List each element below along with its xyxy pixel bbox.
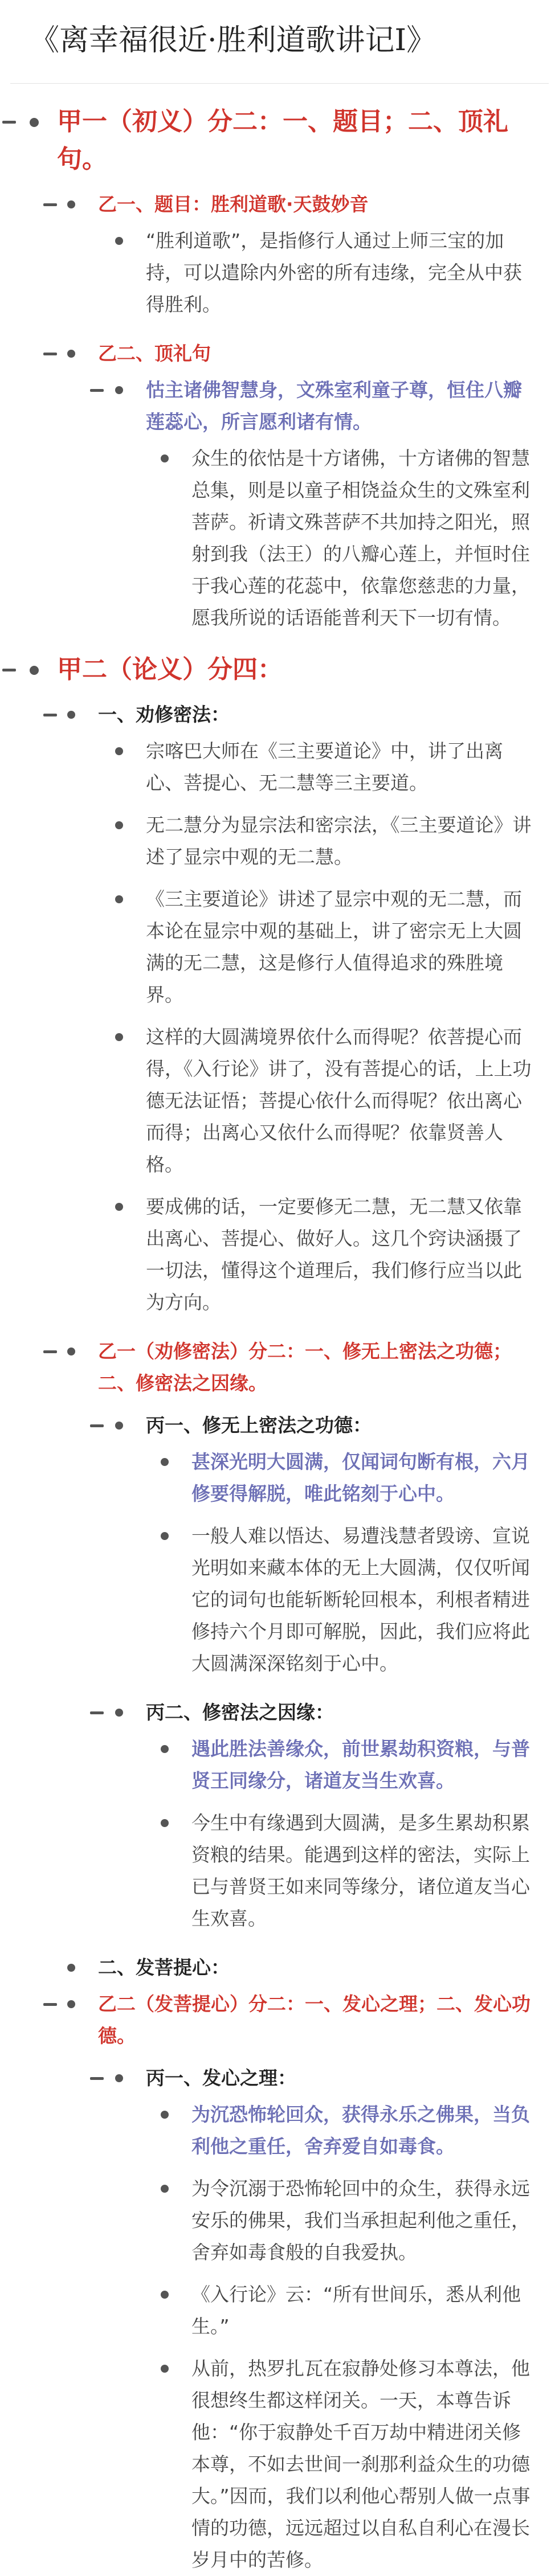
verse-item xyxy=(0,374,559,438)
node-bing2 xyxy=(0,1697,559,1729)
section-heading: 甲一（初义）分二：一、题目；二、顶礼句。 xyxy=(57,107,508,174)
bullet-icon[interactable] xyxy=(67,1348,75,1355)
bullet-icon[interactable] xyxy=(161,2111,169,2119)
node-yi2 xyxy=(0,338,559,370)
bullet-icon[interactable] xyxy=(161,2185,169,2193)
verse-text: 怙主诸佛智慧身，文殊室利童子尊，恒住八瓣莲蕊心，所言愿利诸有情。 xyxy=(146,379,522,433)
bullet-icon[interactable] xyxy=(67,350,75,358)
section-heading: 甲二（论义）分四： xyxy=(57,655,283,684)
list-item-text: “胜利道歌”，是指修行人通过上师三宝的加持，可以遣除内外密的所有违缘，完全从中获得胜利。 xyxy=(146,230,522,316)
list-item xyxy=(0,809,559,873)
page-title: 《离幸福很近·胜利道歌讲记Ⅰ》 xyxy=(30,23,436,58)
node-heading: 乙二（发菩提心）分二：一、发心之理；二、发心功德。 xyxy=(98,1993,531,2047)
bullet-icon[interactable] xyxy=(67,2000,75,2008)
bullet-icon[interactable] xyxy=(115,237,123,245)
bullet-icon[interactable] xyxy=(161,2291,169,2299)
bullet-icon[interactable] xyxy=(161,1458,169,1466)
bullet-icon[interactable] xyxy=(161,1532,169,1540)
node-heading: 乙二、顶礼句 xyxy=(98,342,211,365)
collapse-icon[interactable] xyxy=(43,203,57,206)
node-heading: 乙一（劝修密法）分二：一、修无上密法之功德；二、修密法之因缘。 xyxy=(98,1340,512,1394)
node-heading: 乙一、题目：胜利道歌·天鼓妙音 xyxy=(98,193,369,215)
bullet-icon[interactable] xyxy=(161,1819,169,1827)
node-yi-quanxiu xyxy=(0,1336,559,1399)
list-item xyxy=(0,2353,559,2576)
bullet-icon[interactable] xyxy=(115,1422,123,1430)
collapse-icon[interactable] xyxy=(43,2003,57,2006)
collapse-icon[interactable] xyxy=(43,353,57,355)
collapse-icon[interactable] xyxy=(43,714,57,716)
bullet-icon[interactable] xyxy=(115,1033,123,1041)
list-item xyxy=(0,1021,559,1181)
bullet-icon[interactable] xyxy=(30,118,39,127)
bullet-icon[interactable] xyxy=(161,1745,169,1753)
list-item-text: 要成佛的话，一定要修无二慧，无二慧又依靠出离心、菩提心、做好人。这几个窍诀涵摄了一切法，懂得这个道理后，我们修行应当以此为方向。 xyxy=(146,1195,522,1313)
bullet-icon[interactable] xyxy=(67,1964,75,1972)
list-item-text: 《入行论》云：“所有世间乐，悉从利他生。” xyxy=(191,2283,521,2337)
verse-item xyxy=(0,1446,559,1510)
collapse-icon[interactable] xyxy=(90,1711,104,1714)
collapse-icon[interactable] xyxy=(90,389,104,392)
list-item-text: 一般人难以悟达、易遭浅慧者毁谤、宣说光明如来藏本体的无上大圆满，仅仅听闻它的词句也能斩断轮回根本，利根者精进修持六个月即可解脱，因此，我们应将此大圆满深深铭刻于心中。 xyxy=(191,1525,530,1674)
bullet-icon[interactable] xyxy=(67,200,75,208)
node-heading: 丙一、发心之理： xyxy=(146,2067,296,2089)
bullet-icon[interactable] xyxy=(115,821,123,829)
bullet-icon[interactable] xyxy=(115,1203,123,1211)
verse-item xyxy=(0,2099,559,2163)
list-item xyxy=(0,2173,559,2268)
node-bing1 xyxy=(0,1410,559,1441)
bullet-icon[interactable] xyxy=(115,747,123,755)
bullet-icon[interactable] xyxy=(115,386,123,394)
collapse-icon[interactable] xyxy=(2,121,16,124)
node-yi1 xyxy=(0,189,559,220)
list-item xyxy=(0,443,559,634)
bullet-icon[interactable] xyxy=(115,895,123,903)
node-heading: 一、劝修密法： xyxy=(98,703,230,726)
bullet-icon[interactable] xyxy=(67,711,75,719)
list-item-text: 为令沉溺于恐怖轮回中的众生，获得永远安乐的佛果，我们当承担起利他之重任，舍弃如毒食般的自我爱执。 xyxy=(191,2177,530,2263)
outline xyxy=(0,103,559,2576)
list-item-text: 无二慧分为显宗法和密宗法，《三主要道论》讲述了显宗中观的无二慧。 xyxy=(146,814,532,868)
verse-text: 甚深光明大圆满，仅闻词句断有根，六月修要得解脱，唯此铭刻于心中。 xyxy=(191,1451,530,1505)
list-item-text: 宗喀巴大师在《三主要道论》中，讲了出离心、菩提心、无二慧等三主要道。 xyxy=(146,740,503,794)
bullet-icon[interactable] xyxy=(115,1709,123,1717)
bullet-icon[interactable] xyxy=(161,2365,169,2373)
section-jia1 xyxy=(0,103,559,178)
node-faputixin xyxy=(0,1952,559,1984)
list-item-text: 从前，热罗扎瓦在寂静处修习本尊法，他很想终生都这样闭关。一天，本尊告诉他：“你于寂静处千百万劫中精进闭关修本尊，不如去世间一刹那利益众生的功德大。”因而，我们以利他心帮别人做一点事情的功德，远远超过以自私自利心在漫长岁月中的苦修。 xyxy=(191,2357,531,2571)
section-jia2 xyxy=(0,651,559,689)
list-item xyxy=(0,1191,559,1318)
node-heading: 二、发菩提心： xyxy=(98,1956,230,1979)
list-item-text: 这样的大圆满境界依什么而得呢？依菩提心而得，《入行论》讲了，没有菩提心的话，上上功德无法证悟；菩提心依什么而得呢？依出离心而得；出离心又依什么而得呢？依靠贤善人格。 xyxy=(146,1026,532,1176)
list-item xyxy=(0,735,559,799)
collapse-icon[interactable] xyxy=(90,2077,104,2080)
list-item xyxy=(0,883,559,1011)
bullet-icon[interactable] xyxy=(161,454,169,462)
bullet-icon[interactable] xyxy=(30,666,39,675)
list-item-text: 今生中有缘遇到大圆满，是多生累劫积累资粮的结果。能遇到这样的密法，实际上已与普贤王如来同等缘分，诸位道友当心生欢喜。 xyxy=(191,1812,530,1930)
list-item-text: 众生的依怙是十方诸佛，十方诸佛的智慧总集，则是以童子相饶益众生的文殊室利菩萨。祈请文殊菩萨不共加持之阳光，照射到我（法王）的八瓣心莲上，并恒时住于我心莲的花蕊中，依靠您慈悲的力量，愿我所说的话语能普利天下一切有情。 xyxy=(191,447,530,629)
collapse-icon[interactable] xyxy=(43,1350,57,1353)
list-item xyxy=(0,1520,559,1680)
node-heading: 丙一、修无上密法之功德： xyxy=(146,1414,372,1436)
list-item xyxy=(0,225,559,321)
node-heading: 丙二、修密法之因缘： xyxy=(146,1701,334,1723)
node-quanxiu xyxy=(0,699,559,731)
node-bing-faxin xyxy=(0,2062,559,2094)
list-item-text: 《三主要道论》讲述了显宗中观的无二慧，而本论在显宗中观的基础上，讲了密宗无上大圆满的无二慧，这是修行人值得追求的殊胜境界。 xyxy=(146,888,522,1006)
verse-text: 为沉恐怖轮回众，获得永乐之佛果，当负利他之重任，舍弃爱自如毒食。 xyxy=(191,2103,530,2157)
verse-item xyxy=(0,1733,559,1797)
collapse-icon[interactable] xyxy=(90,1424,104,1427)
verse-text: 遇此胜法善缘众，前世累劫积资粮，与普贤王同缘分，诸道友当生欢喜。 xyxy=(191,1738,530,1792)
bullet-icon[interactable] xyxy=(115,2074,123,2082)
list-item xyxy=(0,1807,559,1935)
title-divider xyxy=(10,83,549,84)
collapse-icon[interactable] xyxy=(2,669,16,671)
node-yi-faxin xyxy=(0,1988,559,2052)
list-item xyxy=(0,2279,559,2342)
